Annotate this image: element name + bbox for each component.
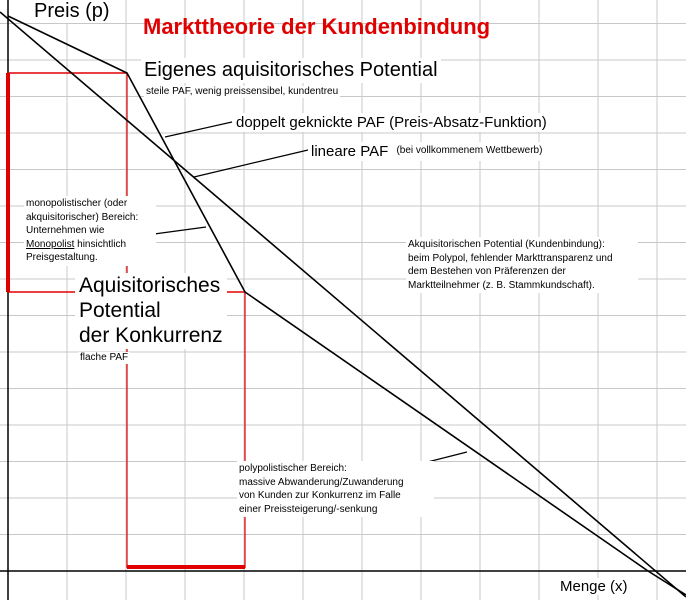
eigenes-potential-label: Eigenes aquisitorisches Potential	[141, 58, 441, 83]
akquisitorisch-note-line3: dem Bestehen von Präferenzen der	[408, 266, 566, 277]
akquisitorisch-note-line4: Marktteilnehmer (z. B. Stammkundschaft).	[408, 279, 595, 291]
konkurrenz-label-line2: Potential	[79, 299, 161, 323]
leader-line-doppelt	[165, 122, 232, 137]
y-axis-label: Preis (p)	[31, 0, 113, 23]
konkurrenz-label-line3: der Konkurrenz	[79, 324, 223, 348]
leader-line-linear	[194, 150, 308, 177]
akquisitorisch-note-line2: beim Polypol, fehlender Markttransparenz und	[408, 252, 613, 264]
lineare-paf-note: (bei vollkommenem Wettbewerb)	[396, 145, 543, 156]
diagram-title: Markttheorie der Kundenbindung	[143, 14, 491, 39]
eigenes-potential-subtext: steile PAF, wenig preissensibel, kundentreu	[146, 86, 339, 97]
monopolist-word: Monopolist	[26, 238, 75, 250]
konkurrenz-potential-label	[75, 273, 227, 349]
x-axis-label: Menge (x)	[556, 578, 632, 595]
monopolistisch-note-line4	[26, 238, 154, 252]
doppelt-geknickte-paf-label: doppelt geknickte PAF (Preis-Absatz-Funktion)	[233, 113, 550, 132]
monopolistisch-note-line4-rest: hinsichtlich	[74, 238, 127, 250]
monopolistisch-note-line3: Unternehmen wie	[26, 225, 105, 236]
polypolistisch-note-line4: einer Preissteigerung/-senkung	[239, 503, 378, 515]
polypolistisch-note-line2: massive Abwanderung/Zuwanderung	[239, 476, 404, 488]
polypolistisch-note-line1: polypolistischer Bereich:	[239, 463, 347, 474]
akquisitorisch-note	[406, 237, 638, 293]
akquisitorisch-note-line1: Akquisitorischen Potential (Kundenbindung):	[408, 239, 605, 250]
lineare-paf-title: lineare PAF	[311, 143, 389, 160]
konkurrenz-subtext: flache PAF	[80, 352, 129, 363]
monopolistisch-note	[24, 196, 156, 266]
polypolistisch-note	[237, 461, 434, 517]
polypolistisch-note-line3: von Kunden zur Konkurrenz im Falle	[239, 490, 401, 501]
lineare-paf-label	[308, 142, 545, 161]
monopolistisch-note-line5: Preisgestaltung.	[26, 252, 98, 263]
monopolistisch-note-line2: akquisitorischer) Bereich:	[26, 211, 139, 223]
konkurrenz-label-line1: Aquisitorisches	[79, 274, 221, 297]
monopolistisch-note-line1: monopolistischer (oder	[26, 198, 128, 209]
